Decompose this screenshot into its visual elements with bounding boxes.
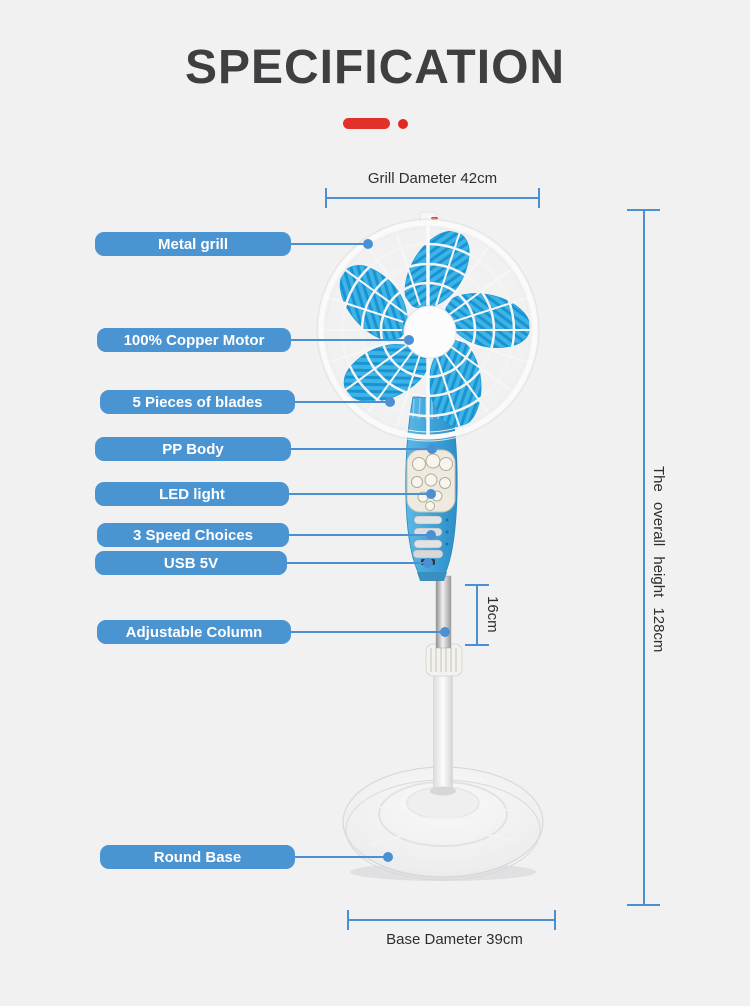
connector-line <box>289 534 431 536</box>
spec-label-adjustable-column: Adjustable Column <box>97 620 291 644</box>
lower-pole <box>430 660 456 796</box>
connector-dot-icon <box>383 852 393 862</box>
column-height-label: 16cm <box>484 596 501 633</box>
overall-height-tick-bottom <box>627 904 660 906</box>
column-height-tick-top <box>465 584 489 586</box>
spec-label-metal-grill: Metal grill <box>95 232 291 256</box>
connector-line <box>289 493 431 495</box>
connector-dot-icon <box>363 239 373 249</box>
overall-height-line <box>643 210 645 905</box>
connector-line <box>291 243 368 245</box>
column-height-tick-bottom <box>465 644 489 646</box>
connector-dot-icon <box>426 489 436 499</box>
grill-diameter-tick-left <box>325 188 327 208</box>
grill-diameter-label: Grill Dameter 42cm <box>367 170 498 187</box>
grill-diameter-line <box>325 197 540 199</box>
base-diameter-tick-left <box>347 910 349 930</box>
base-diameter-tick-right <box>554 910 556 930</box>
overall-height-label: The overall height 128cm <box>650 466 667 653</box>
spec-label-round-base: Round Base <box>100 845 295 869</box>
column-height-line <box>476 585 478 645</box>
spec-label-usb: USB 5V <box>95 551 287 575</box>
base-diameter-line <box>347 919 556 921</box>
connector-dot-icon <box>404 335 414 345</box>
connector-dot-icon <box>427 444 437 454</box>
connector-dot-icon <box>440 627 450 637</box>
chrome-pole <box>436 576 451 648</box>
page-title: SPECIFICATION <box>184 41 566 94</box>
overall-height-tick-top <box>627 209 660 211</box>
connector-dot-icon <box>423 558 433 568</box>
connector-dot-icon <box>385 397 395 407</box>
connector-line <box>295 856 388 858</box>
title-accent-dash <box>343 118 390 129</box>
fan-illustration <box>300 205 600 895</box>
connector-line <box>291 339 409 341</box>
grill-diameter-tick-right <box>538 188 540 208</box>
fan-hub <box>404 306 456 358</box>
connector-line <box>291 631 445 633</box>
connector-dot-icon <box>426 530 436 540</box>
connector-line <box>291 448 432 450</box>
spec-label-speed-choices: 3 Speed Choices <box>97 523 289 547</box>
connector-line <box>287 562 428 564</box>
spec-label-blades: 5 Pieces of blades <box>100 390 295 414</box>
led-panel <box>407 450 455 512</box>
base-diameter-label: Base Dameter 39cm <box>386 931 523 948</box>
title-accent-dot-icon <box>398 119 408 129</box>
fan-head <box>317 212 539 441</box>
spec-label-copper-motor: 100% Copper Motor <box>97 328 291 352</box>
adjust-knob <box>426 644 462 676</box>
spec-label-led-light: LED light <box>95 482 289 506</box>
spec-label-pp-body: PP Body <box>95 437 291 461</box>
connector-line <box>295 401 390 403</box>
